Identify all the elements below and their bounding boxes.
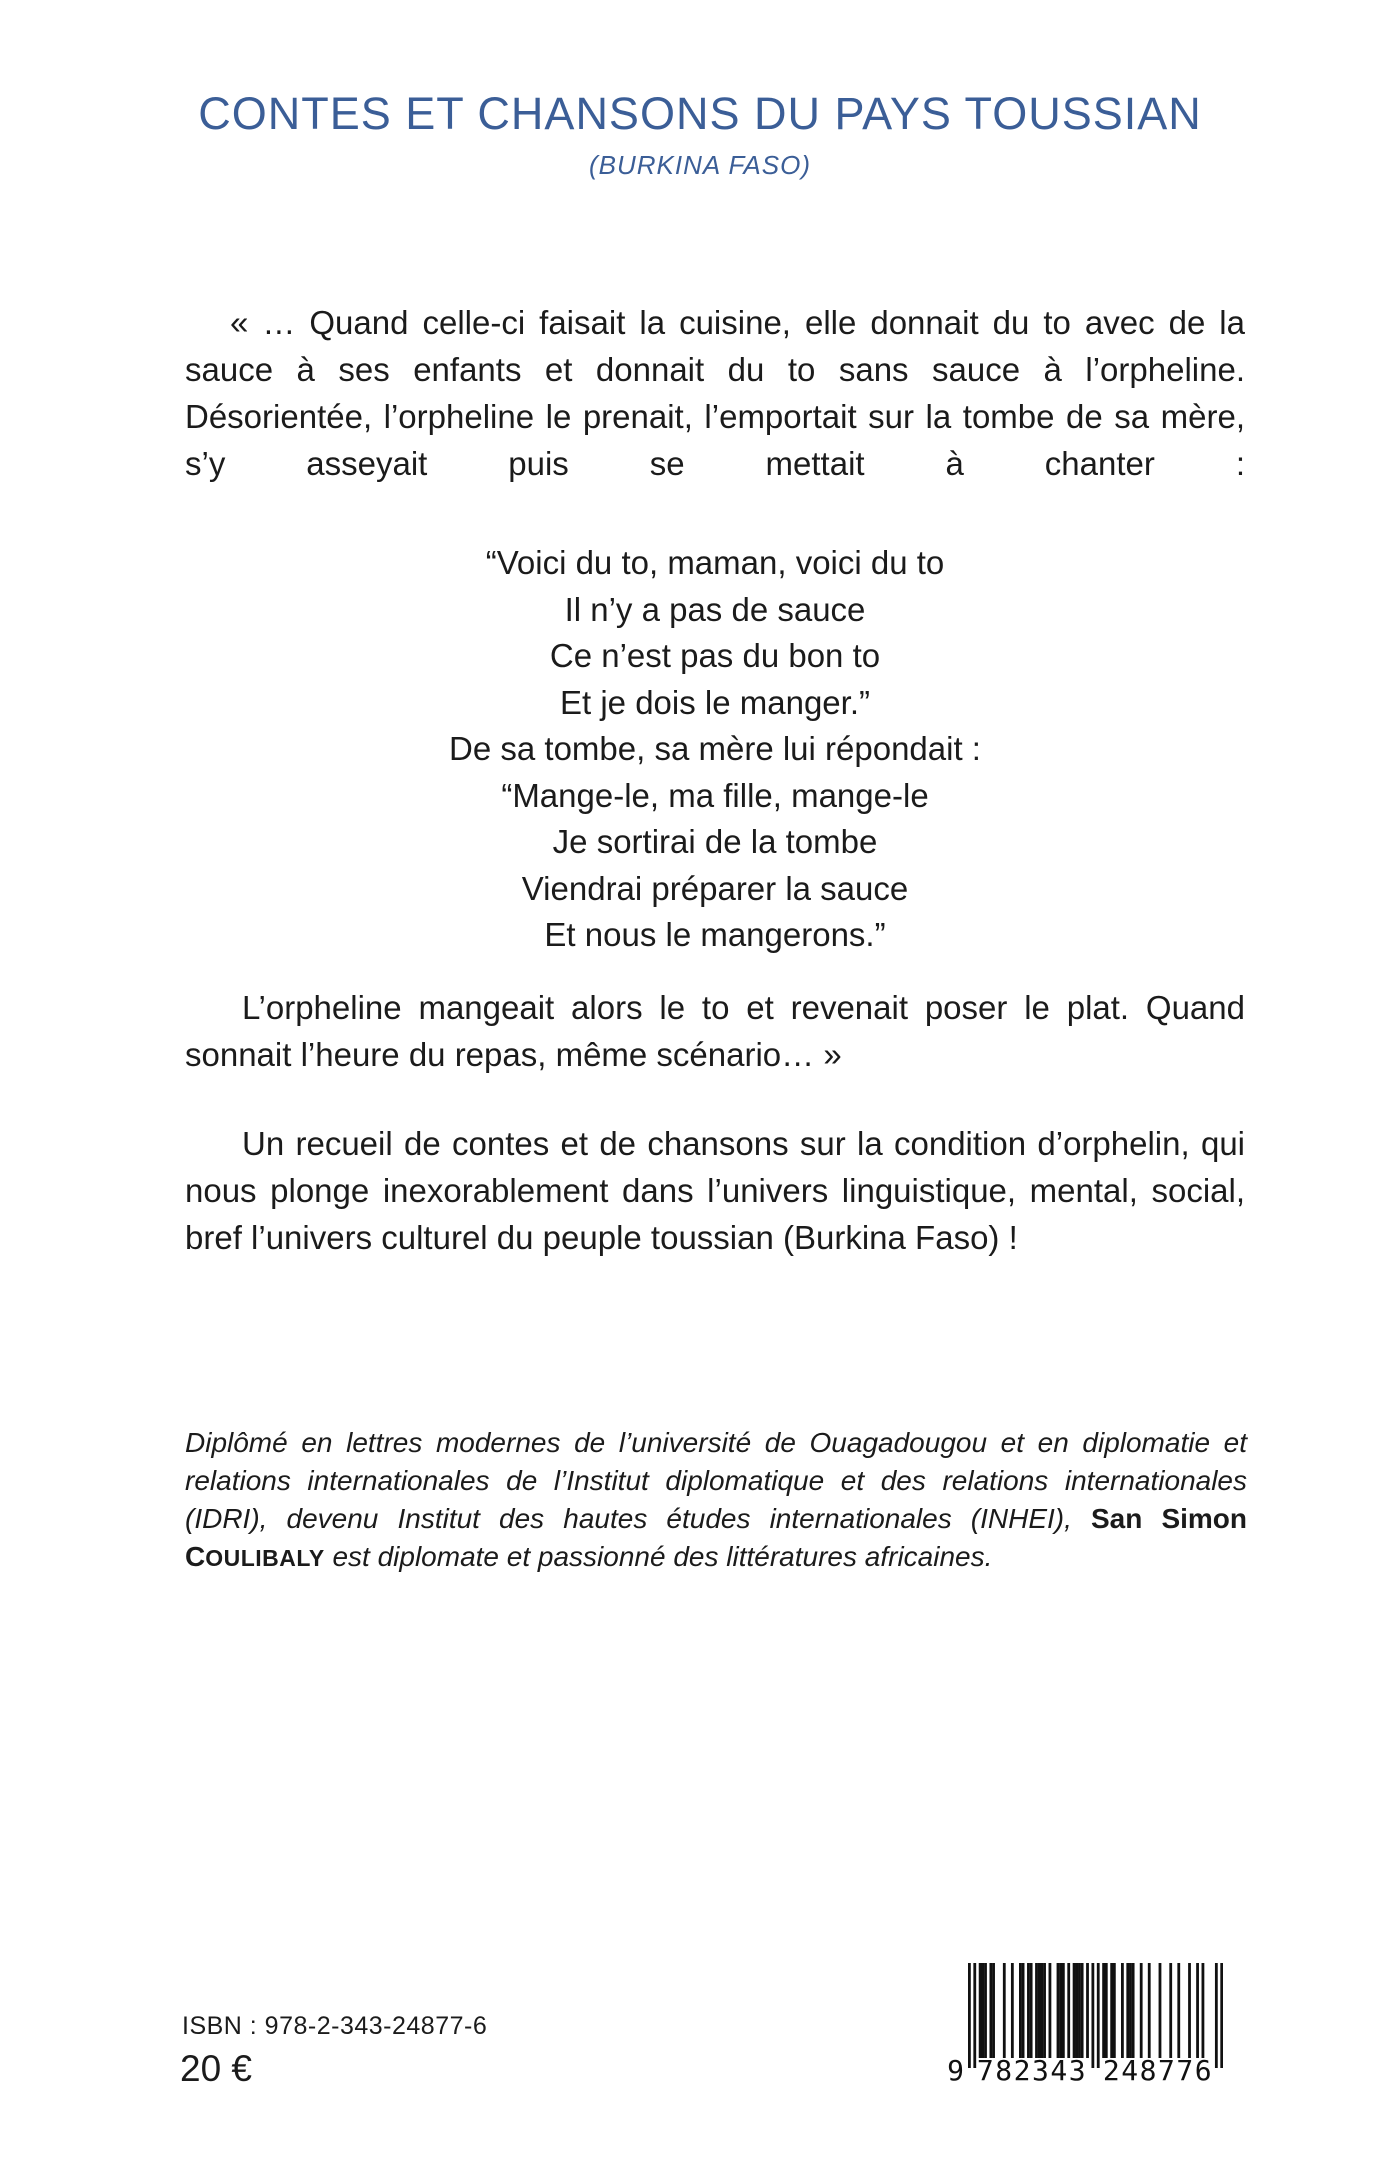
poem-line: Et nous le mangerons.” (544, 916, 886, 953)
excerpt-paragraph-1: « … Quand celle-ci faisait la cuisine, elle donnait du to avec de la sauce à ses enfants et donnait du to sans sauce à l’orpheline. Désorientée, l’orpheline le prenait, l’emportait sur la tombe de sa mère, s’y asseyait puis se mettait à chanter : (185, 304, 1245, 482)
poem-line: “Voici du to, maman, voici du to (485, 544, 945, 581)
author-bio (185, 1424, 1247, 1577)
poem-block (185, 540, 1245, 959)
barcode-digit-left: 9 (947, 2054, 964, 2087)
poem-line: Je sortirai de la tombe (552, 823, 878, 860)
poem-line: Et je dois le manger.” (560, 683, 870, 721)
excerpt-paragraph-2: L’orpheline mangeait alors le to et revenait poser le plat. Quand sonnait l’heure du repas, même scénario… » (185, 989, 1245, 1073)
poem-line: Il n’y a pas de sauce (564, 590, 866, 628)
poem-line: Viendrai préparer la sauce (521, 869, 909, 907)
poem-line: Ce n’est pas du bon to (549, 637, 881, 674)
blurb-paragraph: Un recueil de contes et de chansons sur la condition d’orphelin, qui nous plonge inexorablement dans l’univers linguistique, mental, social, bref l’univers culturel du peuple toussian (Burkina Faso) ! (185, 1125, 1245, 1256)
bio-text-after: est diplomate et passionné des littératures africaines. (324, 1541, 993, 1572)
barcode-digits-group2: 248776 (1102, 2054, 1214, 2087)
barcode (940, 1963, 1230, 2088)
page-title: CONTES ET CHANSONS DU PAYS TOUSSIAN (198, 88, 1202, 139)
poem-line: “Mange-le, ma fille, mange-le (501, 776, 929, 814)
isbn-text: ISBN : 978-2-343-24877-6 (182, 2012, 488, 2040)
bio-text-before: Diplômé en lettres modernes de l’université de Ouagadougou et en diplomatie et relations internationales de l’Institut diplomatique et des relations internationales (IDRI), devenu Institut des hautes études internationales (INHEI), (185, 1427, 1247, 1534)
barcode-bars (968, 1963, 1223, 2068)
price-text: 20 € (180, 2048, 253, 2089)
author-name-caps: OULIBALY (205, 1545, 325, 1571)
poem-line: De sa tombe, sa mère lui répondait : (449, 730, 981, 767)
author-name: San Simon C (185, 1503, 1247, 1572)
page-subtitle: (BURKINA FASO) (588, 150, 811, 180)
barcode-digits-group1: 782343 (976, 2054, 1088, 2087)
